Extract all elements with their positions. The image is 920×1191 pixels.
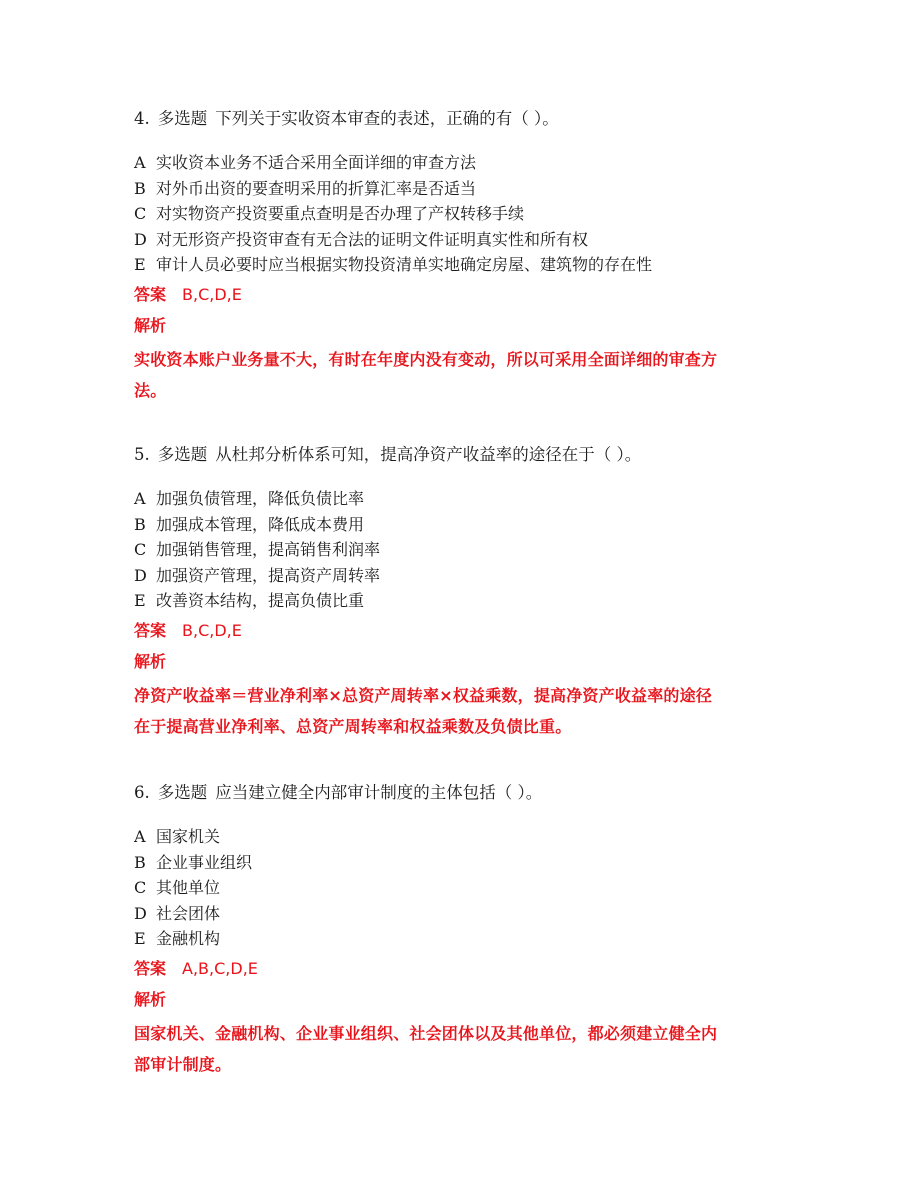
answer-label: 答案 [134, 284, 167, 304]
option-letter: B [134, 178, 146, 198]
option-a [134, 150, 794, 176]
question-title [134, 442, 794, 468]
analysis-line: 法。 [134, 380, 167, 400]
option-e [134, 252, 794, 278]
option-letter: B [134, 514, 146, 534]
option-a [134, 486, 794, 512]
option-list [134, 150, 794, 278]
option-text: 改善资本结构，提高负债比重 [156, 591, 365, 611]
option-letter: A [134, 826, 146, 846]
question-number: 4. [134, 109, 150, 128]
question-type: 多选题 [157, 782, 208, 802]
option-b [134, 512, 794, 538]
option-letter: A [134, 153, 146, 172]
question-number: 6. [134, 782, 150, 802]
answer-value: B,C,D,E [182, 284, 242, 304]
analysis-text [134, 1018, 794, 1080]
analysis-text [134, 344, 794, 406]
option-c [134, 875, 794, 901]
option-text: 金融机构 [156, 929, 221, 949]
option-letter: B [134, 852, 146, 872]
option-letter: C [134, 204, 147, 224]
question-6 [134, 780, 794, 1080]
option-b [134, 850, 794, 876]
question-title [134, 106, 794, 132]
analysis-line: 在于提高营业净利率、总资产周转率和权益乘数及负债比重。 [134, 716, 572, 736]
option-text: 国家机关 [156, 826, 221, 846]
option-letter: E [134, 255, 146, 275]
option-d [134, 563, 794, 589]
option-d [134, 901, 794, 927]
option-c [134, 201, 794, 227]
option-text: 社会团体 [156, 903, 221, 923]
option-text: 加强成本管理，降低成本费用 [156, 514, 365, 534]
question-number: 5. [134, 444, 150, 464]
answer-row [134, 954, 794, 984]
exam-page [134, 106, 794, 1080]
analysis-line: 净资产收益率＝营业净利率×总资产周转率×权益乘数，提高净资产收益率的途径 [134, 685, 713, 705]
option-text: 实收资本业务不适合采用全面详细的审查方法 [156, 153, 477, 172]
question-stem: 下列关于实收资本审查的表述，正确的有（ ）。 [215, 109, 559, 128]
question-4 [134, 106, 794, 406]
option-text: 加强资产管理，提高资产周转率 [156, 565, 381, 585]
analysis-line: 国家机关、金融机构、企业事业组织、社会团体以及其他单位，都必须建立健全内 [134, 1023, 718, 1043]
option-c [134, 537, 794, 563]
option-e [134, 926, 794, 952]
option-list [134, 824, 794, 952]
answer-value: B,C,D,E [182, 620, 242, 640]
option-letter: E [134, 591, 146, 611]
option-text: 审计人员必要时应当根据实物投资清单实地确定房屋、建筑物的存在性 [156, 255, 653, 275]
option-text: 对外币出资的要查明采用的折算汇率是否适当 [156, 178, 477, 198]
option-text: 企业事业组织 [156, 852, 253, 872]
option-text: 对无形资产投资审查有无合法的证明文件证明真实性和所有权 [156, 229, 589, 249]
analysis-label: 解析 [134, 315, 167, 335]
option-e [134, 588, 794, 614]
analysis-text [134, 680, 794, 742]
question-type: 多选题 [157, 109, 208, 128]
option-b [134, 176, 794, 202]
answer-label: 答案 [134, 620, 167, 640]
option-text: 其他单位 [156, 878, 221, 898]
question-title [134, 780, 794, 806]
analysis-line: 部审计制度。 [134, 1054, 232, 1074]
option-text: 加强销售管理，提高销售利润率 [156, 540, 381, 560]
option-a [134, 824, 794, 850]
option-letter: C [134, 878, 147, 898]
option-letter: D [134, 565, 147, 585]
option-letter: D [134, 903, 147, 923]
answer-row [134, 280, 794, 310]
answer-label: 答案 [134, 958, 167, 978]
analysis-line: 实收资本账户业务量不大，有时在年度内没有变动，所以可采用全面详细的审查方 [134, 349, 718, 369]
option-letter: A [134, 488, 146, 508]
question-type: 多选题 [157, 444, 208, 464]
answer-value: A,B,C,D,E [182, 958, 258, 978]
analysis-label: 解析 [134, 989, 167, 1009]
option-letter: E [134, 929, 146, 949]
option-d [134, 227, 794, 253]
question-stem: 从杜邦分析体系可知，提高净资产收益率的途径在于（ ）。 [215, 444, 642, 464]
option-text: 加强负债管理，降低负债比率 [156, 488, 365, 508]
answer-row [134, 616, 794, 646]
analysis-label: 解析 [134, 651, 167, 671]
option-letter: C [134, 540, 147, 560]
question-stem: 应当建立健全内部审计制度的主体包括（ ）。 [215, 782, 543, 802]
option-text: 对实物资产投资要重点查明是否办理了产权转移手续 [156, 204, 525, 224]
question-5 [134, 442, 794, 742]
option-list [134, 486, 794, 614]
option-letter: D [134, 229, 147, 249]
